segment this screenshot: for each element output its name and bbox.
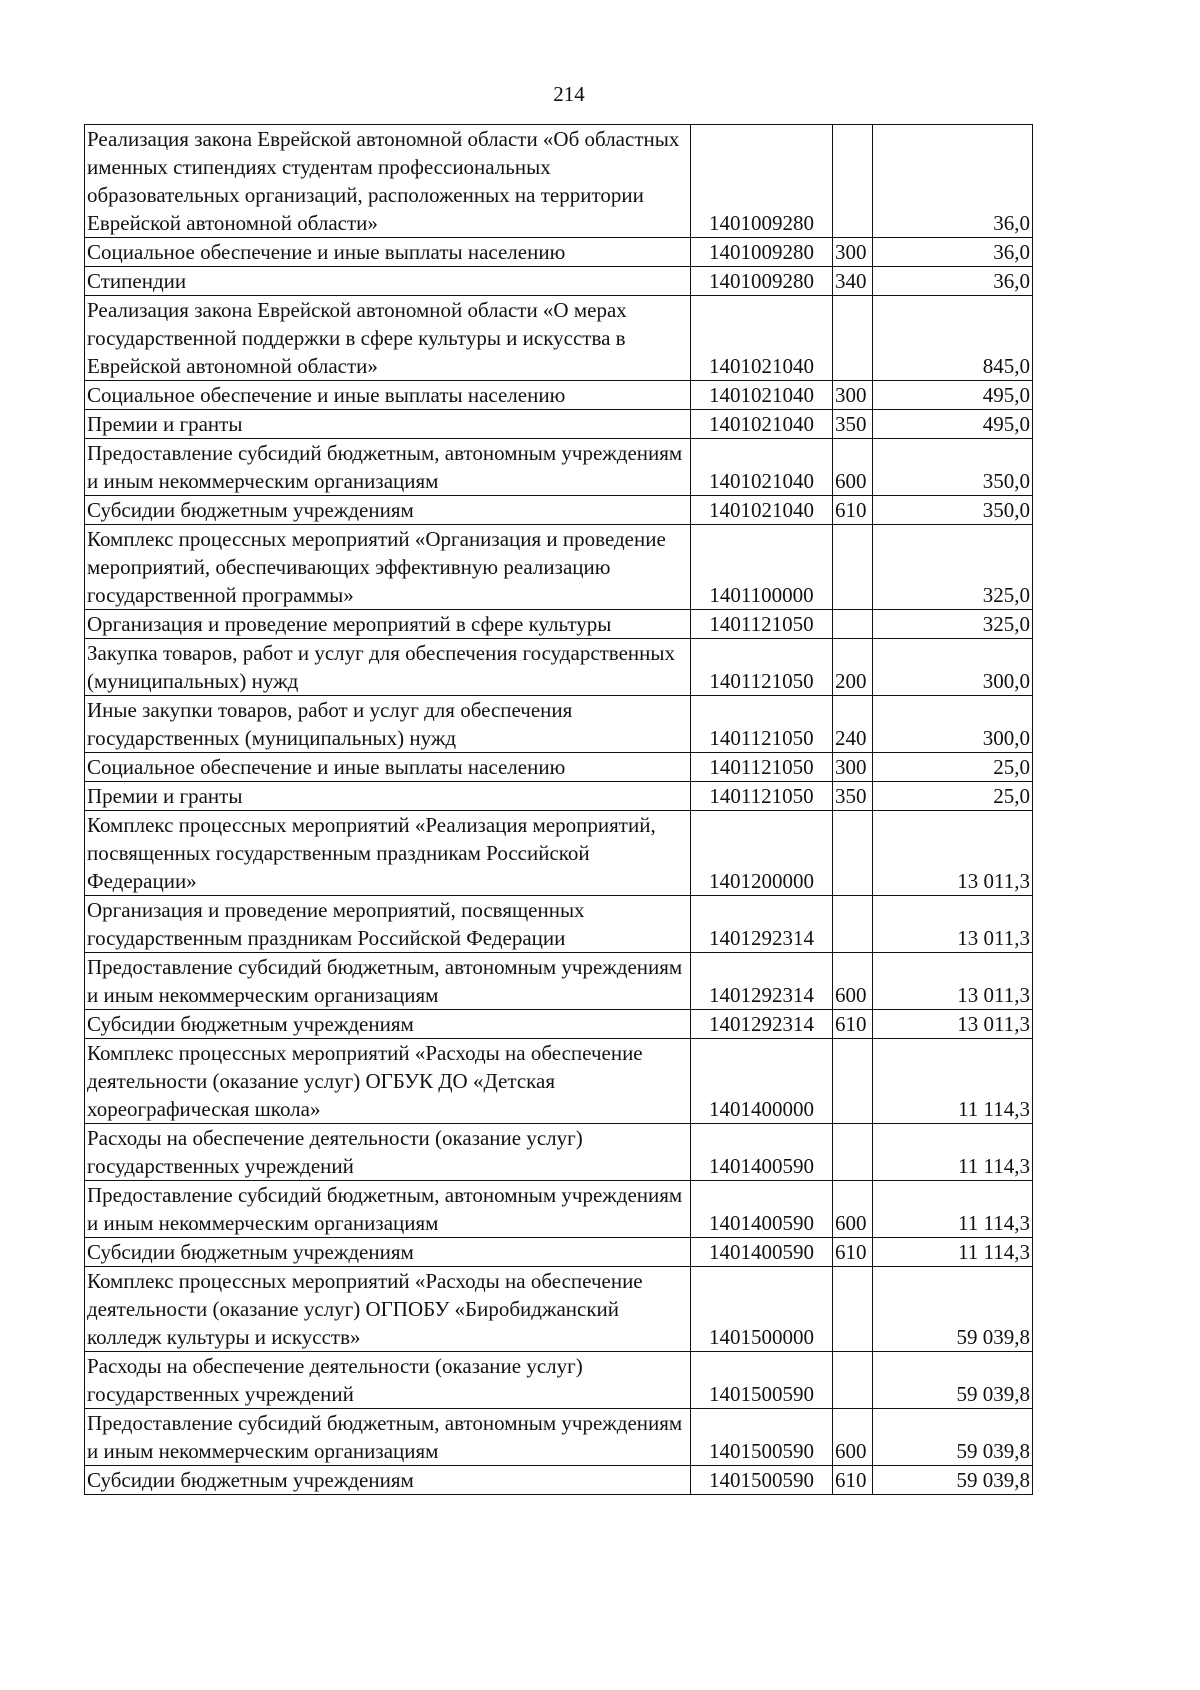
row-code-cell: 1401121050	[691, 753, 833, 782]
row-name-cell: Реализация закона Еврейской автономной области «О мерах государственной поддержки в сфере культуры и искусства в Еврейской автономной области»	[85, 296, 691, 381]
row-code-cell: 1401500000	[691, 1267, 833, 1352]
row-code-cell: 1401021040	[691, 381, 833, 410]
row-expense-type-cell	[833, 1352, 873, 1409]
row-code-cell: 1401292314	[691, 953, 833, 1010]
row-amount-cell: 59 039,8	[873, 1466, 1033, 1495]
row-amount-cell: 13 011,3	[873, 896, 1033, 953]
row-expense-type-cell	[833, 610, 873, 639]
row-code-cell: 1401009280	[691, 125, 833, 238]
row-expense-type-cell: 600	[833, 1409, 873, 1466]
row-code-cell: 1401009280	[691, 267, 833, 296]
row-name-cell: Организация и проведение мероприятий в сфере культуры	[85, 610, 691, 639]
row-code-cell: 1401121050	[691, 610, 833, 639]
table-row	[85, 1409, 1033, 1466]
row-name-cell: Субсидии бюджетным учреждениям	[85, 1466, 691, 1495]
row-name-cell: Социальное обеспечение и иные выплаты населению	[85, 381, 691, 410]
table-row	[85, 896, 1033, 953]
row-name-cell: Комплекс процессных мероприятий «Расходы на обеспечение деятельности (оказание услуг) ОГБУК ДО «Детская хореографическая школа»	[85, 1039, 691, 1124]
row-amount-cell: 495,0	[873, 381, 1033, 410]
table-row	[85, 296, 1033, 381]
row-code-cell: 1401400590	[691, 1181, 833, 1238]
row-code-cell: 1401400590	[691, 1124, 833, 1181]
row-amount-cell: 11 114,3	[873, 1039, 1033, 1124]
row-amount-cell: 11 114,3	[873, 1124, 1033, 1181]
row-code-cell: 1401121050	[691, 696, 833, 753]
table-row	[85, 1466, 1033, 1495]
row-amount-cell: 350,0	[873, 496, 1033, 525]
table-row	[85, 1039, 1033, 1124]
row-name-cell: Комплекс процессных мероприятий «Реализация мероприятий, посвященных государственным праздникам Российской Федерации»	[85, 811, 691, 896]
row-name-cell: Предоставление субсидий бюджетным, автономным учреждениям и иным некоммерческим организациям	[85, 953, 691, 1010]
row-expense-type-cell	[833, 525, 873, 610]
row-code-cell: 1401292314	[691, 1010, 833, 1039]
row-expense-type-cell	[833, 896, 873, 953]
row-expense-type-cell	[833, 1039, 873, 1124]
row-code-cell: 1401009280	[691, 238, 833, 267]
row-code-cell: 1401200000	[691, 811, 833, 896]
row-expense-type-cell	[833, 1267, 873, 1352]
row-amount-cell: 13 011,3	[873, 953, 1033, 1010]
row-name-cell: Организация и проведение мероприятий, посвященных государственным праздникам Российской Федерации	[85, 896, 691, 953]
row-expense-type-cell: 350	[833, 410, 873, 439]
table-row	[85, 125, 1033, 238]
row-amount-cell: 11 114,3	[873, 1181, 1033, 1238]
table-row	[85, 496, 1033, 525]
row-expense-type-cell: 600	[833, 439, 873, 496]
row-name-cell: Премии и гранты	[85, 782, 691, 811]
table-row	[85, 782, 1033, 811]
row-amount-cell: 36,0	[873, 125, 1033, 238]
row-amount-cell: 13 011,3	[873, 811, 1033, 896]
row-amount-cell: 25,0	[873, 782, 1033, 811]
row-amount-cell: 325,0	[873, 610, 1033, 639]
row-amount-cell: 325,0	[873, 525, 1033, 610]
row-expense-type-cell: 300	[833, 238, 873, 267]
row-amount-cell: 300,0	[873, 696, 1033, 753]
row-name-cell: Расходы на обеспечение деятельности (оказание услуг) государственных учреждений	[85, 1124, 691, 1181]
row-code-cell: 1401021040	[691, 496, 833, 525]
table-row	[85, 639, 1033, 696]
row-amount-cell: 11 114,3	[873, 1238, 1033, 1267]
row-code-cell: 1401292314	[691, 896, 833, 953]
row-expense-type-cell	[833, 811, 873, 896]
row-code-cell: 1401021040	[691, 439, 833, 496]
row-name-cell: Стипендии	[85, 267, 691, 296]
row-code-cell: 1401021040	[691, 410, 833, 439]
row-expense-type-cell: 600	[833, 953, 873, 1010]
row-name-cell: Комплекс процессных мероприятий «Организация и проведение мероприятий, обеспечивающих эффективную реализацию государственной программы»	[85, 525, 691, 610]
row-name-cell: Расходы на обеспечение деятельности (оказание услуг) государственных учреждений	[85, 1352, 691, 1409]
table-row	[85, 1267, 1033, 1352]
table-row	[85, 753, 1033, 782]
table-row	[85, 811, 1033, 896]
row-code-cell: 1401121050	[691, 782, 833, 811]
row-amount-cell: 59 039,8	[873, 1267, 1033, 1352]
table-row	[85, 1124, 1033, 1181]
row-name-cell: Иные закупки товаров, работ и услуг для обеспечения государственных (муниципальных) нужд	[85, 696, 691, 753]
table-row	[85, 1238, 1033, 1267]
row-expense-type-cell: 240	[833, 696, 873, 753]
table-row	[85, 696, 1033, 753]
row-amount-cell: 350,0	[873, 439, 1033, 496]
row-expense-type-cell	[833, 125, 873, 238]
row-amount-cell: 36,0	[873, 238, 1033, 267]
table-row	[85, 610, 1033, 639]
row-name-cell: Социальное обеспечение и иные выплаты населению	[85, 753, 691, 782]
row-amount-cell: 845,0	[873, 296, 1033, 381]
table-row	[85, 381, 1033, 410]
row-name-cell: Комплекс процессных мероприятий «Расходы на обеспечение деятельности (оказание услуг) ОГПОБУ «Биробиджанский колледж культуры и искусств»	[85, 1267, 691, 1352]
row-amount-cell: 13 011,3	[873, 1010, 1033, 1039]
row-name-cell: Субсидии бюджетным учреждениям	[85, 1010, 691, 1039]
row-name-cell: Предоставление субсидий бюджетным, автономным учреждениям и иным некоммерческим организациям	[85, 1181, 691, 1238]
row-expense-type-cell: 340	[833, 267, 873, 296]
row-name-cell: Предоставление субсидий бюджетным, автономным учреждениям и иным некоммерческим организациям	[85, 439, 691, 496]
table-row	[85, 1181, 1033, 1238]
row-expense-type-cell: 200	[833, 639, 873, 696]
row-amount-cell: 36,0	[873, 267, 1033, 296]
row-code-cell: 1401121050	[691, 639, 833, 696]
row-expense-type-cell: 350	[833, 782, 873, 811]
row-amount-cell: 59 039,8	[873, 1352, 1033, 1409]
row-expense-type-cell	[833, 296, 873, 381]
row-code-cell: 1401500590	[691, 1466, 833, 1495]
row-name-cell: Субсидии бюджетным учреждениям	[85, 1238, 691, 1267]
row-code-cell: 1401100000	[691, 525, 833, 610]
budget-table-body	[85, 125, 1033, 1495]
table-row	[85, 267, 1033, 296]
row-amount-cell: 25,0	[873, 753, 1033, 782]
row-expense-type-cell: 610	[833, 1238, 873, 1267]
budget-table	[84, 124, 1033, 1495]
row-expense-type-cell	[833, 1124, 873, 1181]
row-expense-type-cell: 300	[833, 381, 873, 410]
row-name-cell: Субсидии бюджетным учреждениям	[85, 496, 691, 525]
row-name-cell: Премии и гранты	[85, 410, 691, 439]
row-expense-type-cell: 610	[833, 1010, 873, 1039]
row-amount-cell: 495,0	[873, 410, 1033, 439]
row-amount-cell: 300,0	[873, 639, 1033, 696]
row-name-cell: Социальное обеспечение и иные выплаты населению	[85, 238, 691, 267]
table-row	[85, 238, 1033, 267]
row-name-cell: Закупка товаров, работ и услуг для обеспечения государственных (муниципальных) нужд	[85, 639, 691, 696]
table-row	[85, 439, 1033, 496]
table-row	[85, 525, 1033, 610]
row-code-cell: 1401500590	[691, 1409, 833, 1466]
row-code-cell: 1401500590	[691, 1352, 833, 1409]
page-number: 214	[553, 82, 585, 106]
row-name-cell: Реализация закона Еврейской автономной области «Об областных именных стипендиях студентам профессиональных образовательных организаций, расположенных на территории Еврейской автономной области»	[85, 125, 691, 238]
table-row	[85, 953, 1033, 1010]
row-code-cell: 1401400590	[691, 1238, 833, 1267]
table-row	[85, 1010, 1033, 1039]
row-code-cell: 1401400000	[691, 1039, 833, 1124]
table-row	[85, 410, 1033, 439]
row-expense-type-cell: 300	[833, 753, 873, 782]
row-name-cell: Предоставление субсидий бюджетным, автономным учреждениям и иным некоммерческим организациям	[85, 1409, 691, 1466]
row-expense-type-cell: 610	[833, 1466, 873, 1495]
row-code-cell: 1401021040	[691, 296, 833, 381]
row-expense-type-cell: 600	[833, 1181, 873, 1238]
row-expense-type-cell: 610	[833, 496, 873, 525]
table-row	[85, 1352, 1033, 1409]
row-amount-cell: 59 039,8	[873, 1409, 1033, 1466]
